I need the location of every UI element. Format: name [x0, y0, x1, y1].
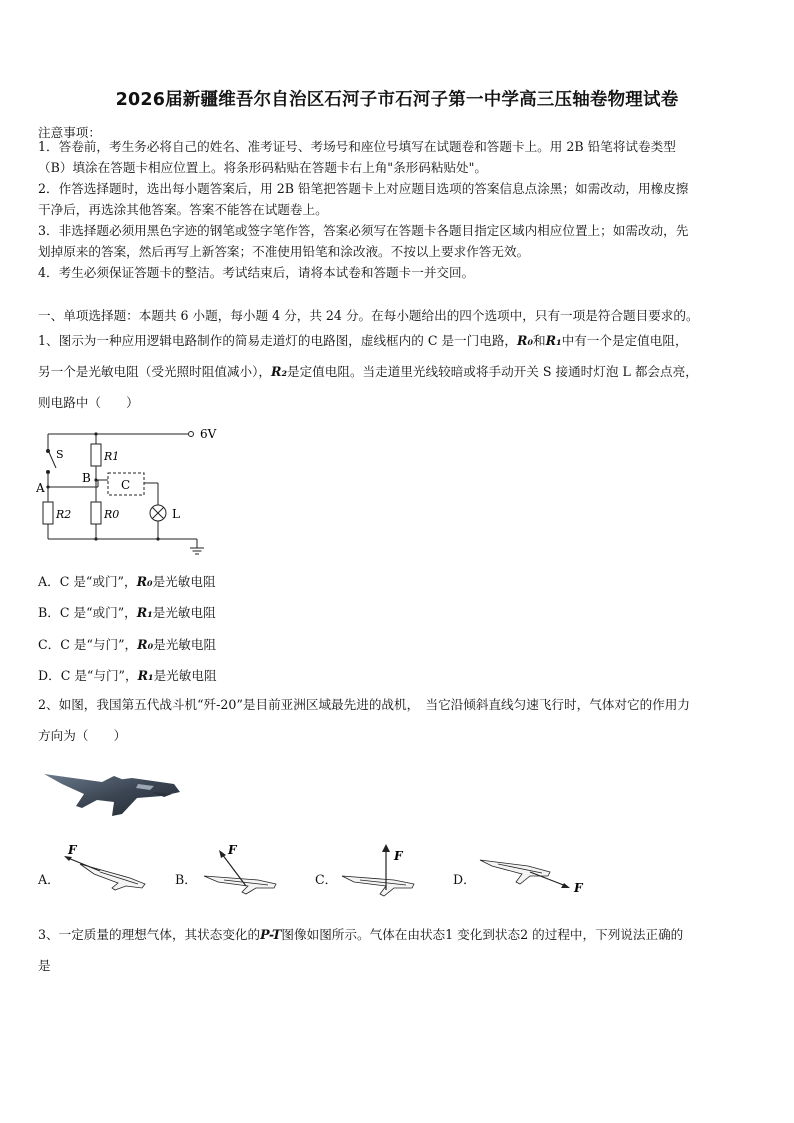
q1-text: 1、图示为一种应用逻辑电路制作的简易走道灯的电路图，虚线框内的 C 是一门电路， — [38, 333, 518, 348]
question-2-line-1: 2、如图，我国第五代战斗机“歼-20”是目前亚洲区域最先进的战机， 当它沿倾斜直线匀速飞行时，气体对它的作用力 — [38, 697, 690, 712]
q1-option-a[interactable] — [38, 571, 216, 590]
option-resistor: R₀ — [137, 637, 154, 652]
notice-line: （B）填涂在答题卡相应位置上。将条形码粘贴在答题卡右上角"条形码粘贴处"。 — [38, 160, 488, 175]
question-2-line-2: 方向为（ ） — [38, 728, 127, 743]
node-b-label: B — [82, 471, 91, 485]
r1-label: R1 — [104, 450, 120, 463]
question-1-line-3: 则电路中（ ） — [38, 395, 139, 410]
q1-text: 是定值电阻。当走道里光线较暗或将手动开关 S 接通时灯泡 L 都会点亮， — [286, 364, 698, 379]
notice-line: 3．非选择题必须用黑色字迹的钢笔或签字笔作答，答案必须写在答题卡各题目指定区域内相应位置上；如需改动，先 — [38, 223, 689, 238]
q1-text: 中有一个是定值电阻， — [561, 333, 688, 348]
option-text: C．C 是“与门”， — [38, 637, 138, 652]
gate-label: C — [121, 478, 131, 492]
q2-option-d[interactable]: D． — [453, 872, 476, 887]
notice-line: 2．作答选择题时，选出每小题答案后，用 2B 铅笔把答题卡上对应题目选项的答案信息点涂黑；如需改动，用橡皮擦 — [38, 181, 689, 196]
r2-label: R2 — [56, 508, 72, 521]
resistor-r2 — [43, 502, 53, 524]
q1-r2: R₂ — [270, 364, 287, 379]
notice-line: 1．答卷前，考生务必将自己的姓名、准考证号、考场号和座位号填写在试题卷和答题卡上。用 2B 铅笔将试卷类型 — [38, 139, 676, 154]
force-label: F — [228, 843, 237, 857]
notice-heading: 注意事项： — [38, 125, 101, 140]
force-label: F — [394, 849, 403, 863]
option-text: 是光敏电阻 — [152, 605, 216, 620]
force-label: F — [574, 881, 583, 895]
force-label: F — [68, 843, 77, 857]
q2-figure-b — [198, 840, 293, 900]
notice-line: 4．考生必须保证答题卡的整洁。考试结束后，请将本试卷和答题卡一并交回。 — [38, 265, 475, 280]
option-resistor: R₁ — [136, 605, 153, 620]
option-text: 是光敏电阻 — [153, 668, 217, 683]
resistor-r0 — [91, 502, 101, 524]
option-resistor: R₀ — [136, 574, 153, 589]
q1-option-c[interactable] — [38, 634, 216, 653]
question-1-line-1 — [38, 333, 758, 349]
option-text: A．C 是“或门”， — [38, 574, 137, 589]
switch-label: S — [56, 448, 64, 461]
fighter-jet-image — [42, 764, 182, 824]
notice-line: 划掉原来的答案，然后再写上新答案；不准使用铅笔和涂改液。不按以上要求作答无效。 — [38, 244, 530, 259]
option-text: D．C 是“与门”， — [38, 668, 138, 683]
r0-label: R0 — [104, 508, 120, 521]
lamp-label: L — [172, 507, 180, 521]
question-3-line-1 — [38, 927, 758, 943]
supply-label: 6V — [200, 427, 217, 441]
question-1-line-2 — [38, 364, 758, 380]
q2-option-b[interactable]: B． — [175, 872, 197, 887]
page-title: 2026届新疆维吾尔自治区石河子市石河子第一中学高三压轴卷物理试卷 — [115, 90, 679, 110]
q1-r0: R₀ — [517, 333, 534, 348]
option-text: B．C 是“或门”， — [38, 605, 137, 620]
q1-text: 和 — [533, 333, 546, 348]
resistor-r1 — [91, 444, 101, 466]
node-a-label: A — [36, 481, 45, 495]
question-3-line-2: 是 — [38, 958, 51, 973]
q2-figure-c — [338, 840, 433, 910]
option-resistor: R₁ — [137, 668, 154, 683]
q1-r1: R₁ — [545, 333, 562, 348]
q1-option-d[interactable] — [38, 665, 217, 684]
q1-text: 另一个是光敏电阻（受光照时阻值减小）， — [38, 364, 271, 379]
q2-figure-d — [476, 848, 591, 898]
q2-option-c[interactable]: C． — [315, 872, 338, 887]
option-text: 是光敏电阻 — [152, 574, 216, 589]
q3-text: 图像如图所示。气体在由状态1 变化到状态2 的过程中，下列说法正确的 — [281, 927, 684, 942]
notice-line: 干净后，再选涂其他答案。答案不能答在试题卷上。 — [38, 202, 328, 217]
section-heading: 一、单项选择题：本题共 6 小题，每小题 4 分，共 24 分。在每小题给出的四个选项中，只有一项是符合题目要求的。 — [38, 308, 699, 323]
switch-blade — [48, 450, 56, 468]
q2-figure-a — [60, 840, 155, 900]
q1-option-b[interactable] — [38, 602, 216, 621]
option-text: 是光敏电阻 — [153, 637, 217, 652]
q3-text: 3、一定质量的理想气体，其状态变化的 — [38, 927, 261, 942]
q3-pt: P-T — [260, 927, 282, 942]
circuit-diagram — [30, 420, 230, 565]
q2-option-a[interactable]: A． — [38, 872, 60, 887]
